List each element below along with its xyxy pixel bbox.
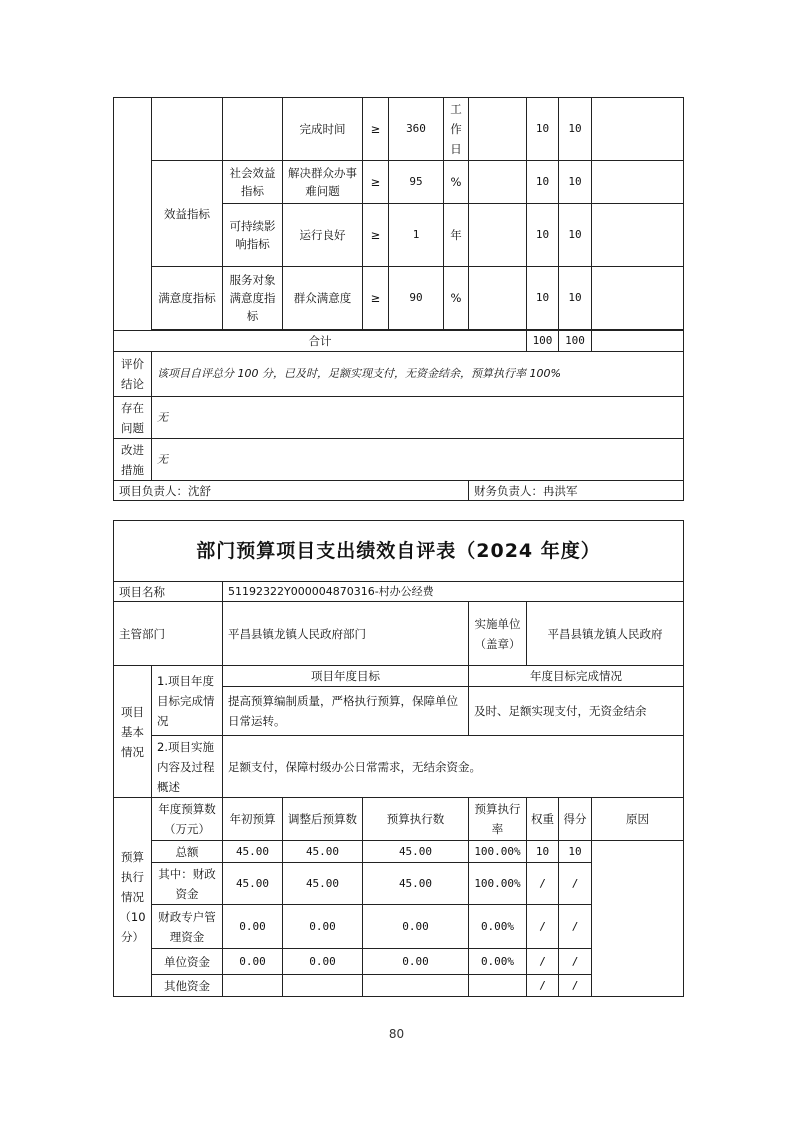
score: / [559,863,592,905]
budget-header: 权重 [527,798,559,841]
conclusion-row [114,352,684,397]
weight: 10 [527,204,559,267]
adjusted-budget: 45.00 [283,841,363,863]
fund-name: 总额 [152,841,223,863]
adjusted-budget: 0.00 [283,949,363,975]
score: 10 [559,161,592,204]
executed-amount: 0.00 [363,905,469,949]
goal-text: 提高预算编制质量，严格执行预算，保障单位日常运转。 [223,687,469,736]
initial-budget: 45.00 [223,841,283,863]
project-name-label: 项目名称 [114,582,223,602]
dept-label: 主管部门 [114,602,223,666]
initial-budget: 0.00 [223,949,283,975]
content-row [114,736,684,798]
weight: / [527,975,559,997]
impl-unit-value: 平昌县镇龙镇人民政府 [527,602,684,666]
actual-value [469,204,527,267]
impl-unit-label: 实施单位（盖章） [469,602,527,666]
content-label: 2.项目实施内容及过程概述 [152,736,223,798]
adjusted-budget [283,975,363,997]
goal-header-row [114,666,684,687]
level2-cell [152,98,223,161]
goal-label: 1.项目年度目标完成情况 [152,666,223,736]
score: / [559,905,592,949]
dept-value: 平昌县镇龙镇人民政府部门 [223,602,469,666]
measures-label: 改进措施 [114,439,152,481]
budget-header-row [114,798,684,841]
operator: ≥ [363,161,389,204]
weight: 10 [527,267,559,330]
department-row [114,602,684,666]
measures-row [114,439,684,481]
table-row [114,98,684,161]
score: / [559,975,592,997]
executed-amount [363,975,469,997]
actual-value [469,267,527,330]
indicator-name: 群众满意度 [283,267,363,330]
budget-header: 年度预算数（万元） [152,798,223,841]
conclusion-text: 该项目自评总分 100 分，已及时，足额实现支付，无资金结余，预算执行率 100% [152,352,684,397]
reason [592,267,684,330]
completion-text: 及时、足额实现支付，无资金结余 [469,687,684,736]
problems-label: 存在问题 [114,397,152,439]
level3-cell: 服务对象满意度指标 [223,267,283,330]
content-text: 足额支付，保障村级办公日常需求，无结余资金。 [223,736,684,798]
reason [592,98,684,161]
level2-cell: 效益指标 [152,161,223,267]
target-value: 360 [389,98,444,161]
weight: / [527,863,559,905]
finance-lead: 财务负责人：冉洪军 [469,481,684,501]
score: 10 [559,204,592,267]
unit: % [444,267,469,330]
project-name-row [114,582,684,602]
total-label: 合计 [114,331,527,352]
budget-section-label: 预算执行情况（10分） [114,798,152,997]
actual-value [469,161,527,204]
total-score: 100 [559,331,592,352]
execution-rate: 100.00% [469,863,527,905]
total-row [114,331,684,352]
execution-rate [469,975,527,997]
initial-budget: 45.00 [223,863,283,905]
target-value: 90 [389,267,444,330]
unit: % [444,161,469,204]
weight: / [527,905,559,949]
target-value: 1 [389,204,444,267]
unit: 年 [444,204,469,267]
actual-value [469,98,527,161]
completion-header: 年度目标完成情况 [469,666,684,687]
self-evaluation-table [113,520,684,997]
executed-amount: 0.00 [363,949,469,975]
indicator-name: 运行良好 [283,204,363,267]
weight: 10 [527,98,559,161]
weight: 10 [527,841,559,863]
initial-budget: 0.00 [223,905,283,949]
score: / [559,949,592,975]
budget-header: 预算执行率 [469,798,527,841]
level3-cell: 社会效益指标 [223,161,283,204]
budget-header: 原因 [592,798,684,841]
indicator-name: 完成时间 [283,98,363,161]
operator: ≥ [363,267,389,330]
fund-name: 其他资金 [152,975,223,997]
budget-row [114,841,684,863]
level3-cell [223,98,283,161]
fund-name: 财政专户管理资金 [152,905,223,949]
score: 10 [559,267,592,330]
initial-budget [223,975,283,997]
unit: 工作日 [444,98,469,161]
fund-name: 单位资金 [152,949,223,975]
target-value: 95 [389,161,444,204]
level1-cell [114,98,152,331]
basic-info-label: 项目基本情况 [114,666,152,798]
budget-header: 得分 [559,798,592,841]
execution-rate: 0.00% [469,949,527,975]
total-weight: 100 [527,331,559,352]
budget-header: 年初预算 [223,798,283,841]
table-row [114,161,684,204]
fund-name: 其中：财政资金 [152,863,223,905]
reason [592,161,684,204]
executed-amount: 45.00 [363,841,469,863]
indicator-name: 解决群众办事难问题 [283,161,363,204]
operator: ≥ [363,98,389,161]
page-number: 80 [388,1027,405,1041]
score: 10 [559,841,592,863]
executed-amount: 45.00 [363,863,469,905]
budget-header: 预算执行数 [363,798,469,841]
budget-header: 调整后预算数 [283,798,363,841]
reason-cell [592,841,684,997]
total-reason [592,331,684,352]
problems-row [114,397,684,439]
execution-rate: 100.00% [469,841,527,863]
adjusted-budget: 45.00 [283,863,363,905]
performance-indicator-table [113,97,684,501]
conclusion-label: 评价结论 [114,352,152,397]
score: 10 [559,98,592,161]
weight: / [527,949,559,975]
signature-row [114,481,684,501]
operator: ≥ [363,204,389,267]
execution-rate: 0.00% [469,905,527,949]
title-row [114,521,684,582]
table-row [114,267,684,330]
project-name-value: 51192322Y000004870316-村办公经费 [223,582,684,602]
adjusted-budget: 0.00 [283,905,363,949]
project-lead: 项目负责人：沈舒 [114,481,469,501]
level3-cell: 可持续影响指标 [223,204,283,267]
level2-cell: 满意度指标 [152,267,223,330]
form-title: 部门预算项目支出绩效自评表（2024 年度） [114,521,684,582]
measures-text: 无 [152,439,684,481]
goal-header: 项目年度目标 [223,666,469,687]
problems-text: 无 [152,397,684,439]
weight: 10 [527,161,559,204]
reason [592,204,684,267]
